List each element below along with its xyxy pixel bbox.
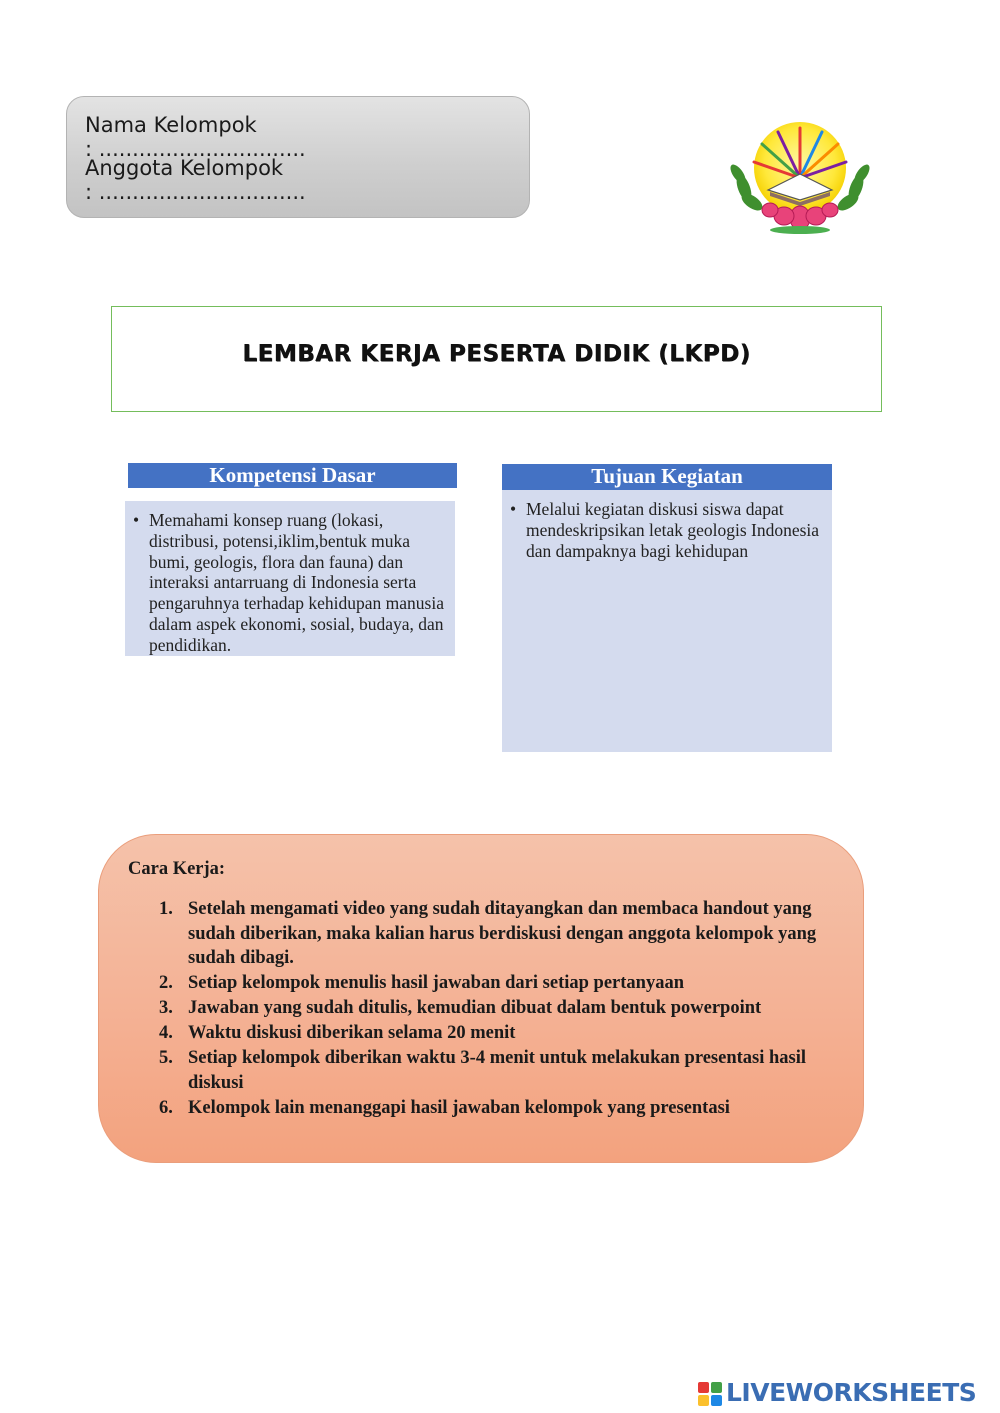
liveworksheets-logo-icon	[698, 1382, 722, 1406]
group-name-label: Nama Kelompok	[85, 113, 257, 137]
step-item: 4. Waktu diskusi diberikan selama 20 menit	[159, 1023, 516, 1043]
bullet-icon: •	[510, 499, 517, 519]
group-members-label: Anggota Kelompok	[85, 156, 284, 180]
cara-kerja-box	[98, 834, 864, 1163]
step-item: 5. Setiap kelompok diberikan waktu 3-4 menit untuk melakukan presentasi hasil diskusi	[159, 1048, 806, 1093]
cara-kerja-title: Cara Kerja:	[128, 859, 226, 879]
bullet-icon: •	[133, 510, 140, 530]
kompetensi-text: Memahami konsep ruang (lokasi, distribusi, potensi,iklim,bentuk muka bumi, geologis, flora dan fauna) dan interaksi antarruang di Indonesia serta pengaruhnya terhadap kehidupan manusia dalam aspek ekonomi, sosial, budaya, dan pendidikan.	[149, 510, 444, 655]
step-item: 1. Setelah mengamati video yang sudah ditayangkan dan membaca handout yang sudah diberikan, maka kalian harus berdiskusi dengan anggota kelompok yang sudah dibagi.	[159, 899, 817, 968]
group-info-box	[66, 96, 530, 218]
group-name-field[interactable]: : ...............................	[85, 137, 306, 161]
page-title: LEMBAR KERJA PESERTA DIDIK (LKPD)	[242, 341, 751, 367]
step-item: 6. Kelompok lain menanggapi hasil jawaban kelompok yang presentasi	[159, 1097, 730, 1118]
tujuan-item	[510, 499, 820, 561]
cara-kerja-steps	[155, 897, 835, 1121]
liveworksheets-brand[interactable]: LIVEWORKSHEETS	[726, 1378, 977, 1407]
kompetensi-heading: Kompetensi Dasar	[128, 463, 457, 488]
tujuan-text: Melalui kegiatan diskusi siswa dapat mendeskripsikan letak geologis Indonesia dan dampaknya bagi kehidupan	[526, 499, 820, 561]
group-members-field[interactable]: : ...............................	[85, 180, 306, 204]
kompetensi-item	[133, 510, 449, 656]
group-name-row	[85, 113, 529, 161]
school-logo-icon	[726, 118, 876, 236]
title-box	[111, 306, 882, 412]
tujuan-heading: Tujuan Kegiatan	[502, 464, 832, 490]
step-item: 3. Jawaban yang sudah ditulis, kemudian dibuat dalam bentuk powerpoint	[159, 998, 762, 1018]
step-item: 2. Setiap kelompok menulis hasil jawaban dari setiap pertanyaan	[159, 973, 684, 993]
group-members-row	[85, 156, 529, 204]
